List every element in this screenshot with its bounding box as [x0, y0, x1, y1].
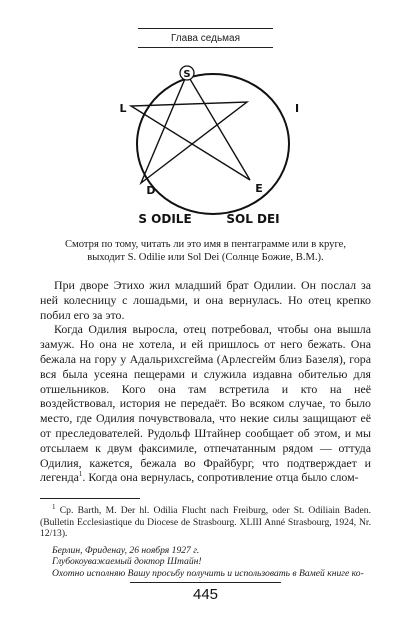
figure-label-left: S ODILE [138, 212, 192, 226]
page-number: 445 [192, 586, 219, 603]
paragraph-2 [40, 322, 371, 485]
running-head: Глава седьмая [170, 33, 241, 44]
figure-label-right: SOL DEI [226, 212, 280, 226]
vertex-label-bottom-right: E [255, 182, 263, 195]
vertex-labels [119, 66, 299, 226]
caption-line-2: выходит S. Odilie или Sol Dei (Солнце Божие, В.М.). [87, 252, 324, 263]
paragraph-2-end: . Когда она вернулась, сопротивление отца было слом- [82, 470, 359, 485]
letter-line-2: Глубокоуважаемый доктор Штайн! [52, 556, 202, 568]
vertex-label-right: I [294, 102, 300, 115]
vertex-label-bottom-left: D [146, 184, 156, 197]
footnotes [40, 502, 371, 580]
circle [137, 74, 289, 214]
footnote-1 [40, 502, 371, 540]
footnote-ref: 1 [78, 470, 83, 479]
figure-caption [40, 238, 371, 264]
letter-line-3: Охотно исполняю Вашу просьбу получить и использовать в Вамей книге ко- [52, 567, 364, 579]
letter-line-1: Берлин, Фриденау, 26 ноября 1927 г. [52, 544, 200, 556]
header-rule-top [138, 28, 273, 29]
footnote-rule [40, 498, 140, 499]
footnote-mark: 1 [52, 502, 56, 511]
vertex-label-left: L [119, 102, 127, 115]
page-number-rule [130, 582, 281, 583]
footnote-1-text: Cp. Barth, M. Der hl. Odilia Flucht nach Freiburg, oder St. Odiliain Baden. (Bulletin Ecclesiastique du Diocese de Strasbourg. XLIII Anné Strasbourg, 1924, Nr. 12/13). [40, 505, 371, 540]
paragraph-2-text: Когда Одилия выросла, отец потребовал, чтобы она вышла замуж. Но она не хотела, и ей пришлось от него бежать. Она бежала на гору у Адальрихсгейма (Арлесгейм близ Базеля), гора вся была усеяна пещерами и служила издавна обителью для отшельников. Кого она там встретила и кто на неё воздействовал, история не передаёт. Во всяком случае, то было место, где Одилия почувствовала, что некие силы защищают её от преследователей. Рудольф Штайнер сообщает об этом, и мы отсылаем к двум факсимиле, отпечатанным рядом — оттуда Одилия, кажется, бежала во Фрайбург, что подтверждает и легенда [40, 322, 371, 485]
pentagram [131, 74, 250, 183]
body-text [40, 278, 371, 485]
paragraph-1: При дворе Этихо жил младший брат Одилии. Он послал за ней колесницу с лошадьми, и она вернулась. Но отец крепко побил его за это. [40, 278, 371, 322]
header-rule-bottom [138, 47, 273, 48]
vertex-label-top: S [183, 69, 191, 80]
caption-line-1: Смотря по тому, читать ли это имя в пентаграмме или в круге, [64, 239, 347, 250]
